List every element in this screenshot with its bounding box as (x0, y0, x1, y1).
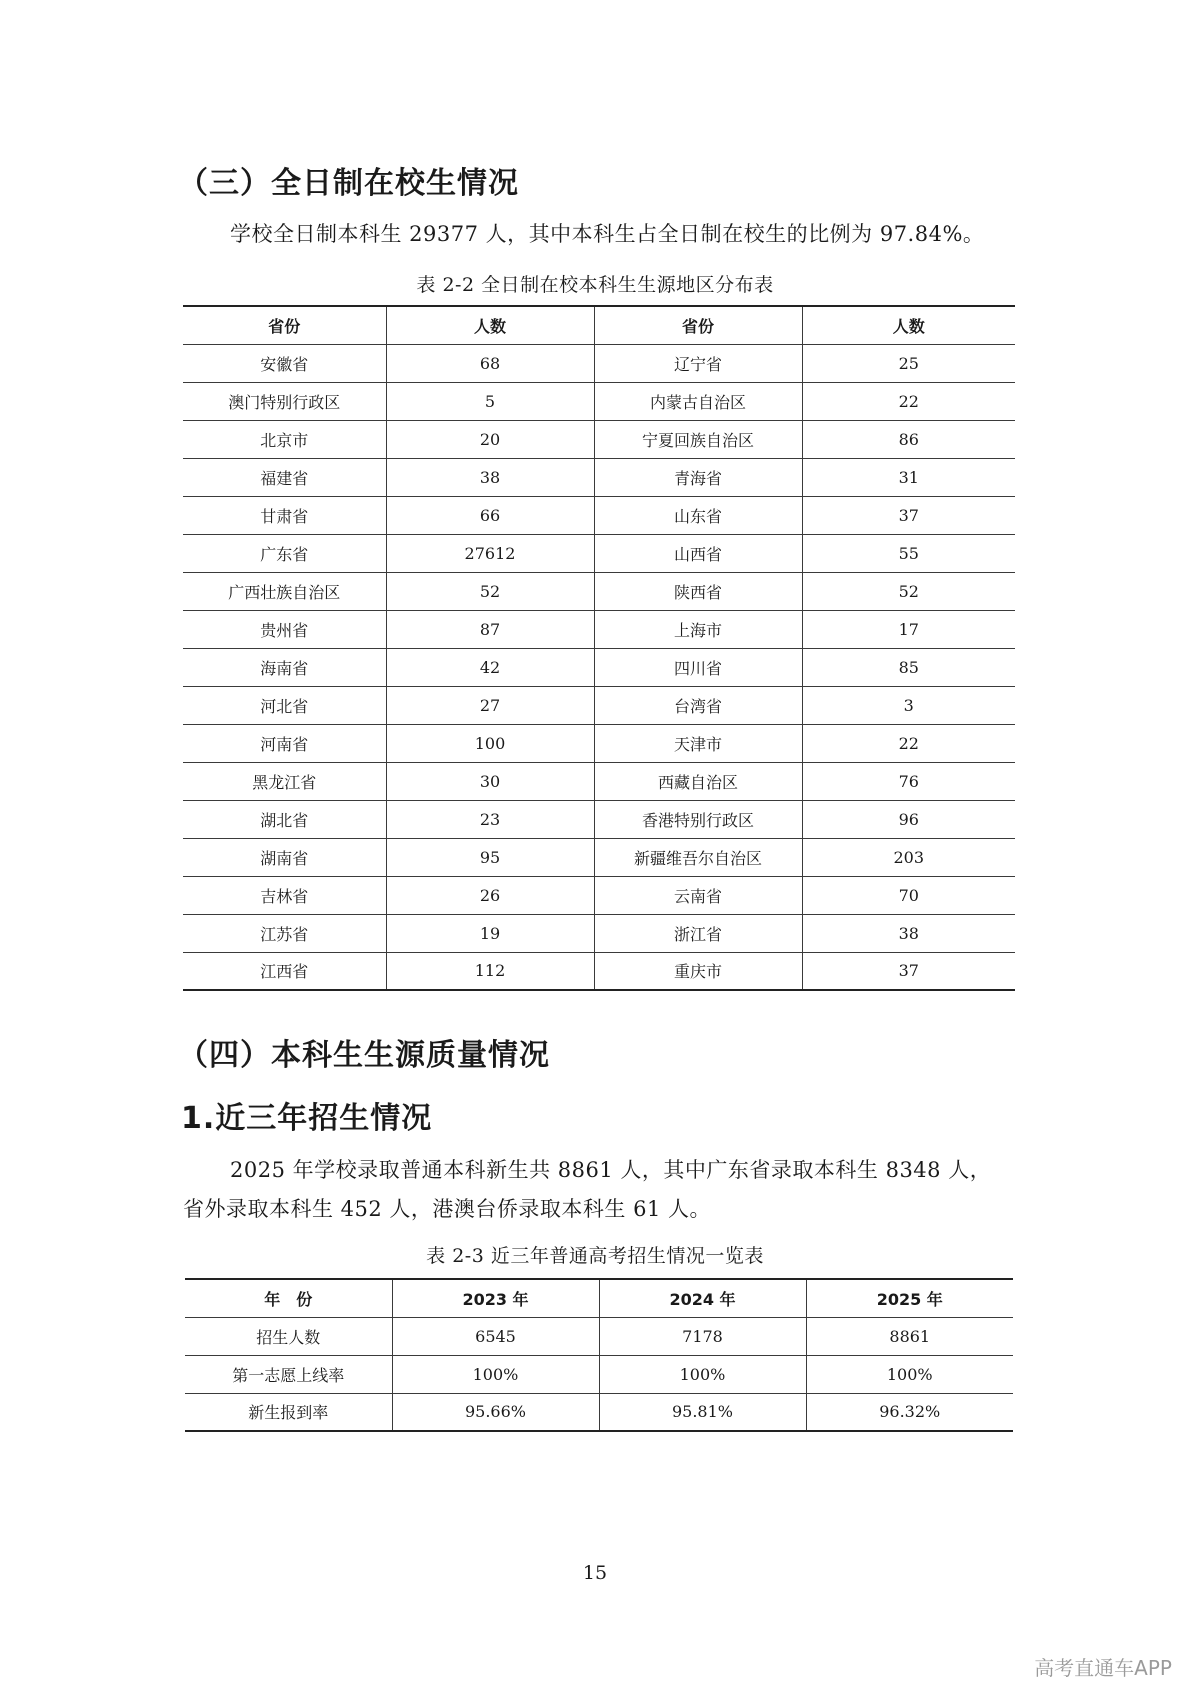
table-cell: 江苏省 (183, 914, 386, 952)
table-cell: 贵州省 (183, 610, 386, 648)
table-cell: 浙江省 (594, 914, 802, 952)
header-year: 年 份 (264, 1289, 313, 1309)
table-cell: 海南省 (183, 648, 386, 686)
table-cell: 第一志愿上线率 (185, 1355, 392, 1393)
table-cell: 70 (802, 876, 1015, 914)
table-cell: 北京市 (183, 420, 386, 458)
table-2-2-caption: 表 2-2 全日制在校本科生生源地区分布表 (416, 274, 774, 296)
table-cell: 100% (599, 1355, 806, 1393)
table-cell: 福建省 (183, 458, 386, 496)
table-cell: 30 (386, 762, 594, 800)
table-cell: 38 (802, 914, 1015, 952)
table-cell: 黑龙江省 (183, 762, 386, 800)
section-4-paragraph-line1: 2025 年学校录取普通本科新生共 8861 人，其中广东省录取本科生 8348 人， (230, 1158, 992, 1182)
table-row (183, 420, 1015, 458)
subsection-heading: 1.近三年招生情况 (181, 1101, 433, 1136)
table-cell: 42 (386, 648, 594, 686)
table-cell: 广西壮族自治区 (183, 572, 386, 610)
table-cell: 22 (802, 724, 1015, 762)
table-row (183, 914, 1015, 952)
table-row (185, 1317, 1013, 1355)
table-cell: 西藏自治区 (594, 762, 802, 800)
table-cell: 内蒙古自治区 (594, 382, 802, 420)
table-cell: 112 (386, 952, 594, 990)
section-3-paragraph: 学校全日制本科生 29377 人，其中本科生占全日制在校生的比例为 97.84%。 (230, 222, 985, 246)
table-cell: 100 (386, 724, 594, 762)
table-cell: 96.32% (806, 1393, 1013, 1431)
table-cell: 100% (806, 1355, 1013, 1393)
table-cell: 澳门特别行政区 (183, 382, 386, 420)
page-number: 15 (582, 1562, 608, 1584)
table-row (183, 724, 1015, 762)
table-cell: 87 (386, 610, 594, 648)
table-cell: 17 (802, 610, 1015, 648)
table-body (183, 344, 1015, 990)
table-cell: 江西省 (183, 952, 386, 990)
watermark: 高考直通车APP (1034, 1656, 1172, 1680)
section-heading-3: （三）全日制在校生情况 (178, 166, 519, 201)
table-cell: 95 (386, 838, 594, 876)
table-2-3-caption: 表 2-3 近三年普通高考招生情况一览表 (426, 1245, 764, 1267)
table-cell: 23 (386, 800, 594, 838)
header-2023: 2023 年 (392, 1279, 599, 1317)
table-cell: 青海省 (594, 458, 802, 496)
table-cell: 7178 (599, 1317, 806, 1355)
table-cell: 辽宁省 (594, 344, 802, 382)
table-cell: 重庆市 (594, 952, 802, 990)
table-cell: 55 (802, 534, 1015, 572)
table-row (183, 458, 1015, 496)
table-row (183, 686, 1015, 724)
table-cell: 河南省 (183, 724, 386, 762)
source-region-table (183, 305, 1015, 991)
table-row (183, 952, 1015, 990)
table-cell: 203 (802, 838, 1015, 876)
table-body (185, 1317, 1013, 1431)
table-cell: 3 (802, 686, 1015, 724)
table-cell: 95.81% (599, 1393, 806, 1431)
table-cell: 100% (392, 1355, 599, 1393)
table-cell: 天津市 (594, 724, 802, 762)
table-cell: 19 (386, 914, 594, 952)
table-cell: 27612 (386, 534, 594, 572)
table-row (183, 876, 1015, 914)
table-cell: 52 (802, 572, 1015, 610)
table-row (183, 838, 1015, 876)
table-cell: 宁夏回族自治区 (594, 420, 802, 458)
table-cell: 湖南省 (183, 838, 386, 876)
table-cell: 25 (802, 344, 1015, 382)
table-cell: 31 (802, 458, 1015, 496)
table-header-row (183, 306, 1015, 344)
table-cell: 湖北省 (183, 800, 386, 838)
table-cell: 上海市 (594, 610, 802, 648)
table-cell: 26 (386, 876, 594, 914)
table-cell: 8861 (806, 1317, 1013, 1355)
table-cell: 27 (386, 686, 594, 724)
table-cell: 52 (386, 572, 594, 610)
table-cell: 85 (802, 648, 1015, 686)
table-cell: 山东省 (594, 496, 802, 534)
table-cell: 68 (386, 344, 594, 382)
table-cell: 新生报到率 (185, 1393, 392, 1431)
header-province: 省份 (594, 306, 802, 344)
table-cell: 四川省 (594, 648, 802, 686)
table-cell: 安徽省 (183, 344, 386, 382)
table-row (183, 610, 1015, 648)
table-header-row (185, 1279, 1013, 1317)
table-row (183, 762, 1015, 800)
table-row (183, 496, 1015, 534)
admission-summary-table (185, 1278, 1013, 1432)
table-row (183, 648, 1015, 686)
table-row (183, 344, 1015, 382)
header-2025: 2025 年 (806, 1279, 1013, 1317)
section-4-paragraph-line2: 省外录取本科生 452 人，港澳台侨录取本科生 61 人。 (183, 1197, 712, 1221)
table-cell: 吉林省 (183, 876, 386, 914)
header-2024: 2024 年 (599, 1279, 806, 1317)
table-row (183, 800, 1015, 838)
table-cell: 20 (386, 420, 594, 458)
table-cell: 云南省 (594, 876, 802, 914)
table-row (185, 1393, 1013, 1431)
table-row (183, 382, 1015, 420)
table-cell: 37 (802, 952, 1015, 990)
table-cell: 招生人数 (185, 1317, 392, 1355)
header-province: 省份 (268, 316, 301, 336)
table-cell: 6545 (392, 1317, 599, 1355)
table-row (183, 572, 1015, 610)
table-cell: 陕西省 (594, 572, 802, 610)
table-cell: 76 (802, 762, 1015, 800)
table-cell: 38 (386, 458, 594, 496)
table-cell: 河北省 (183, 686, 386, 724)
table-cell: 广东省 (183, 534, 386, 572)
table-cell: 66 (386, 496, 594, 534)
table-cell: 台湾省 (594, 686, 802, 724)
table-cell: 22 (802, 382, 1015, 420)
table-cell: 甘肃省 (183, 496, 386, 534)
header-count: 人数 (802, 306, 1015, 344)
table-cell: 山西省 (594, 534, 802, 572)
table-row (183, 534, 1015, 572)
table-cell: 5 (386, 382, 594, 420)
header-count: 人数 (386, 306, 594, 344)
section-heading-4: （四）本科生生源质量情况 (178, 1038, 550, 1073)
table-cell: 86 (802, 420, 1015, 458)
table-row (185, 1355, 1013, 1393)
table-cell: 95.66% (392, 1393, 599, 1431)
table-cell: 37 (802, 496, 1015, 534)
table-cell: 96 (802, 800, 1015, 838)
table-cell: 新疆维吾尔自治区 (594, 838, 802, 876)
table-cell: 香港特别行政区 (594, 800, 802, 838)
